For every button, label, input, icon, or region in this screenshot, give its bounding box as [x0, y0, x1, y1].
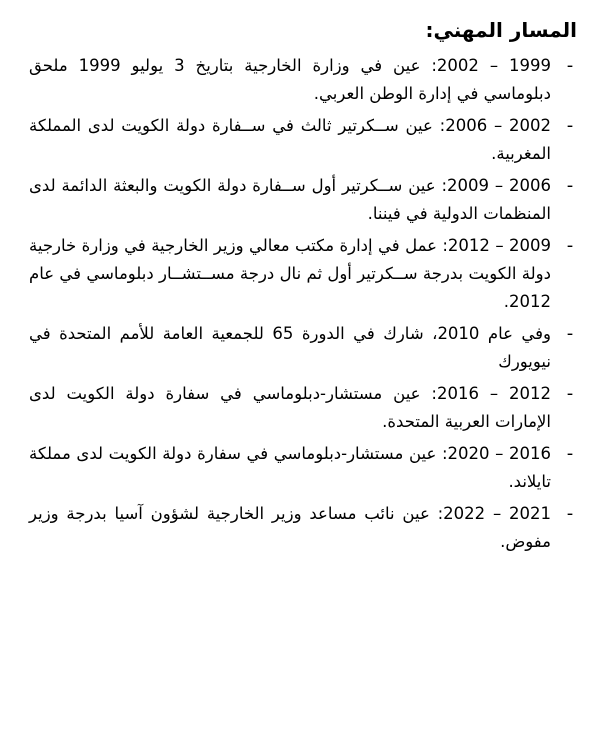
item-text: وفي عام 2010، شارك في الدورة 65 للجمعية العامة للأمم المتحدة في نيويورك [29, 324, 552, 371]
bullet-dash-icon: - [566, 443, 574, 464]
list-item [29, 320, 577, 376]
list-item [29, 232, 577, 316]
item-text: 2016 – 2020: عين مستشار-دبلوماسي في سفارة دولة الكويت لدى مملكة تايلاند. [29, 444, 551, 491]
bullet-dash-icon: - [566, 503, 574, 524]
item-text: 2021 – 2022: عين نائب مساعد وزير الخارجية لشؤون آسيا بدرجة وزير مفوض. [29, 504, 551, 551]
bullet-dash-icon: - [566, 235, 574, 256]
item-text: 2006 – 2009: عين ســكرتير أول ســفارة دولة الكويت والبعثة الدائمة لدى المنظمات الدولية في فيننا. [29, 176, 551, 223]
bullet-dash-icon: - [566, 323, 574, 344]
bullet-dash-icon: - [566, 115, 574, 136]
list-item [29, 440, 577, 496]
section-heading: المسار المهني: [425, 18, 577, 42]
career-section [29, 14, 577, 560]
list-item [29, 52, 577, 108]
bullet-dash-icon: - [566, 175, 574, 196]
item-text: 2002 – 2006: عين ســكرتير ثالث في ســفارة دولة الكويت لدى المملكة المغربية. [29, 116, 551, 163]
bullet-dash-icon: - [566, 383, 574, 404]
bullet-dash-icon: - [566, 55, 574, 76]
item-text: 2009 – 2012: عمل في إدارة مكتب معالي وزير الخارجية في وزارة خارجية دولة الكويت بدرجة ســكرتير أول ثم نال درجة مســتشــار دبلوماسي في عام 2012. [29, 236, 551, 311]
item-text: 2012 – 2016: عين مستشار-دبلوماسي في سفارة دولة الكويت لدى الإمارات العربية المتحدة. [29, 384, 551, 431]
list-item [29, 172, 577, 228]
list-item [29, 500, 577, 556]
list-item [29, 112, 577, 168]
item-text: 1999 – 2002: عين في وزارة الخارجية بتاريخ 3 يوليو 1999 ملحق دبلوماسي في إدارة الوطن العربي. [29, 56, 551, 103]
career-list [29, 52, 577, 556]
list-item [29, 380, 577, 436]
